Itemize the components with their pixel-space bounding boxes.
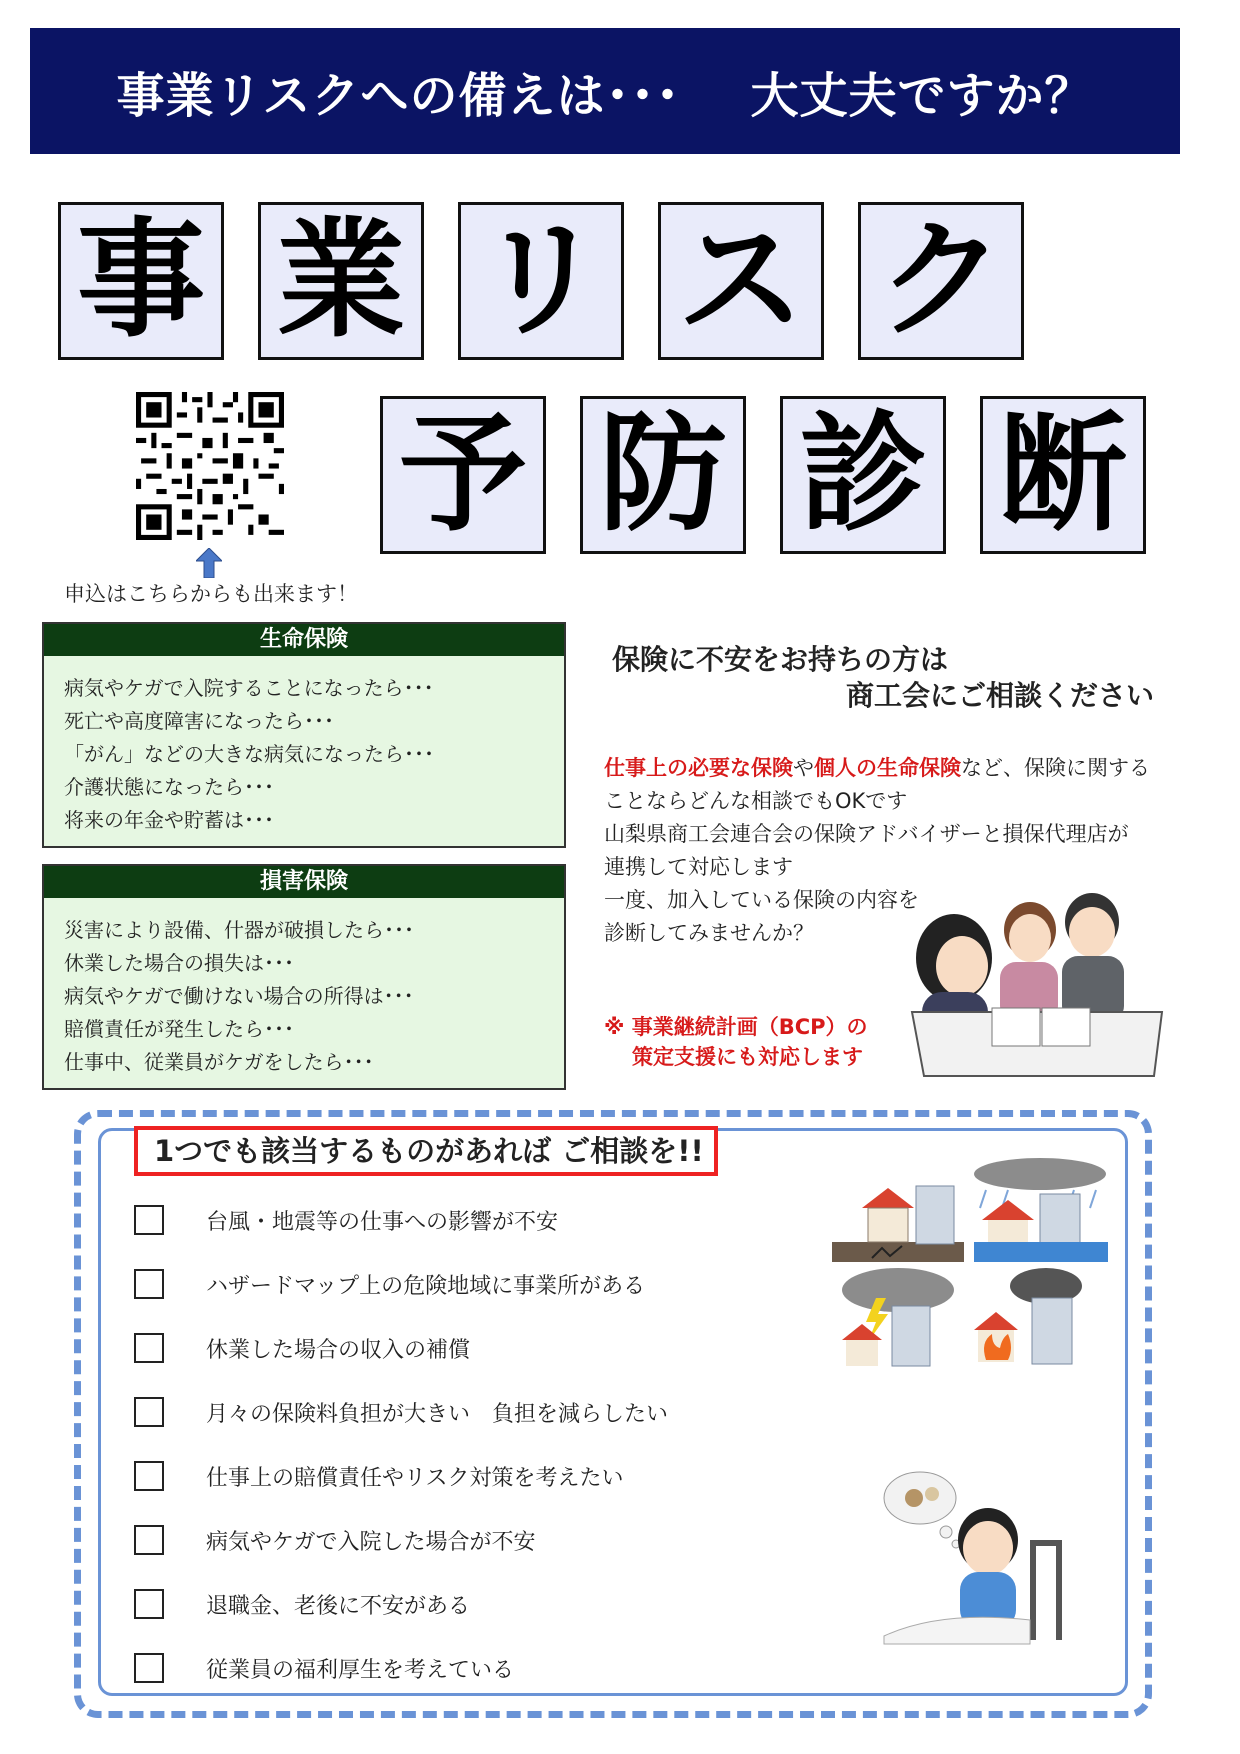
highlight-business-insurance: 仕事上の必要な保険 xyxy=(604,756,793,780)
list-item: 「がん」などの大きな病気になったら･･･ xyxy=(64,742,434,766)
checklist-item[interactable] xyxy=(134,1394,668,1430)
consultation-illustration xyxy=(892,880,1170,1090)
title-tile: 防 xyxy=(580,396,746,554)
flood-illustration xyxy=(974,1158,1108,1262)
consult-line: 診断してみませんか？ xyxy=(604,921,814,945)
checklist-item[interactable] xyxy=(134,1650,514,1686)
checklist-item-label: 台風・地震等の仕事への影響が不安 xyxy=(206,1209,559,1235)
banner-left-text: 事業リスクへの備えは･･･ xyxy=(116,67,681,124)
bcp-note-line2: 策定支援にも対応します xyxy=(632,1045,863,1069)
qr-caption: 申込はこちらからも出来ます！ xyxy=(64,582,358,606)
list-item: 病気やケガで入院することになったら･･･ xyxy=(64,676,434,700)
checklist-item[interactable] xyxy=(134,1266,645,1302)
consult-first-line-rest: など、保険に関する xyxy=(961,756,1150,780)
checklist-item-label: 休業した場合の収入の補償 xyxy=(206,1337,471,1363)
checklist-item[interactable] xyxy=(134,1202,558,1238)
checkbox[interactable] xyxy=(134,1205,164,1235)
consult-first-line xyxy=(604,752,1204,785)
checklist-callout: 1つでも該当するものがあれば ご相談を!! xyxy=(134,1126,718,1176)
consult-line: 山梨県商工会連合会の保険アドバイザーと損保代理店が xyxy=(604,822,1129,846)
checkbox[interactable] xyxy=(134,1653,164,1683)
connector-text: や xyxy=(793,756,814,780)
checklist-item-label: 仕事上の賠償責任やリスク対策を考えたい xyxy=(206,1465,624,1491)
consult-line: ことならどんな相談でもOKです xyxy=(604,789,908,813)
title-tile: リ xyxy=(458,202,624,360)
property-insurance-box xyxy=(42,864,566,1090)
title-tile: ク xyxy=(858,202,1024,360)
checkbox[interactable] xyxy=(134,1269,164,1299)
highlight-life-insurance: 個人の生命保険 xyxy=(814,756,961,780)
checklist-item-label: ハザードマップ上の危険地域に事業所がある xyxy=(206,1273,646,1299)
bcp-note xyxy=(604,1012,868,1072)
earthquake-illustration xyxy=(832,1168,964,1262)
qr-code[interactable] xyxy=(136,392,284,540)
checkbox[interactable] xyxy=(134,1333,164,1363)
title-tile: 業 xyxy=(258,202,424,360)
title-tile: ス xyxy=(658,202,824,360)
list-item: 病気やケガで働けない場合の所得は･･･ xyxy=(64,984,414,1008)
checklist-item[interactable] xyxy=(134,1458,624,1494)
lightning-illustration xyxy=(836,1268,958,1372)
consult-line: 一度、加入している保険の内容を xyxy=(604,888,919,912)
checklist-item-label: 月々の保険料負担が大きい 負担を減らしたい xyxy=(206,1401,669,1427)
banner-right-text: 大丈夫ですか？ xyxy=(750,67,1094,124)
consult-line: 連携して対応します xyxy=(604,855,793,879)
property-insurance-heading: 損害保険 xyxy=(44,866,564,898)
consult-intro-line1: 保険に不安をお持ちの方は xyxy=(612,643,949,676)
sick-person-illustration xyxy=(880,1460,1066,1648)
consult-intro-line2: 商工会にご相談ください xyxy=(846,679,1155,712)
checklist-item-label: 病気やケガで入院した場合が不安 xyxy=(206,1529,536,1555)
title-tile: 予 xyxy=(380,396,546,554)
checklist-item[interactable] xyxy=(134,1522,536,1558)
checkbox[interactable] xyxy=(134,1397,164,1427)
life-insurance-box xyxy=(42,622,566,848)
checklist-item-label: 退職金、老後に不安がある xyxy=(206,1593,471,1619)
fire-illustration xyxy=(970,1268,1090,1372)
life-insurance-heading: 生命保険 xyxy=(44,624,564,656)
checkbox[interactable] xyxy=(134,1589,164,1619)
list-item: 介護状態になったら･･･ xyxy=(64,775,274,799)
header-banner xyxy=(30,28,1180,154)
list-item: 将来の年金や貯蓄は･･･ xyxy=(64,808,274,832)
checklist-item-label: 従業員の福利厚生を考えている xyxy=(206,1657,515,1683)
up-arrow-icon xyxy=(196,548,222,578)
list-item: 仕事中、従業員がケガをしたら･･･ xyxy=(64,1050,374,1074)
checklist-item[interactable] xyxy=(134,1330,470,1366)
title-tile: 事 xyxy=(58,202,224,360)
checklist-item[interactable] xyxy=(134,1586,470,1622)
list-item: 死亡や高度障害になったら･･･ xyxy=(64,709,334,733)
list-item: 災害により設備、什器が破損したら･･･ xyxy=(64,918,414,942)
list-item: 賠償責任が発生したら･･･ xyxy=(64,1017,294,1041)
checkbox[interactable] xyxy=(134,1525,164,1555)
title-tile: 診 xyxy=(780,396,946,554)
title-tile: 断 xyxy=(980,396,1146,554)
list-item: 休業した場合の損失は･･･ xyxy=(64,951,294,975)
checkbox[interactable] xyxy=(134,1461,164,1491)
bcp-note-line1: ※ 事業継続計画（BCP）の xyxy=(604,1015,868,1039)
